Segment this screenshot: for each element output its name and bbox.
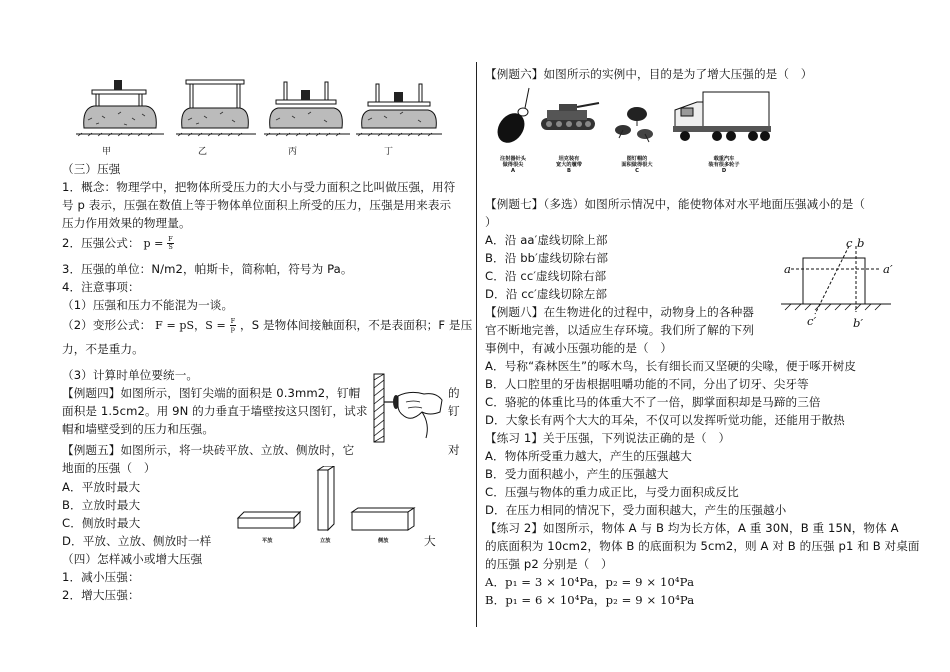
- note2-line2: 力，不是重力。: [62, 342, 144, 356]
- note2-numerator: F: [230, 317, 236, 325]
- ex7-option-b: B．沿 bb′虚线切除右部: [485, 251, 609, 265]
- ex8-option-a: A．号称“森林医生”的啄木鸟，长有细长而又坚硬的尖喙，便于啄开树皮: [485, 359, 857, 373]
- ex5-line2: 地面的压强（ ）: [62, 461, 156, 475]
- ex7-cut-figure: [781, 236, 893, 328]
- formula-line: [62, 236, 174, 251]
- pr2-line3: 的压强 p2 分别是（ ）: [485, 557, 613, 571]
- concept-line3: 压力作用效果的物理量。: [62, 216, 191, 230]
- ex6-caption-c: 图钉帽的 面积做得很大 C: [621, 156, 653, 174]
- ex5-option-d: D．平放、立放、侧放时一样: [62, 534, 212, 548]
- thumbtacks-picture: [615, 107, 653, 142]
- ex5-option-b: B．立放时最大: [62, 498, 141, 512]
- fig-label-bing: 丙: [288, 147, 298, 157]
- ex7-label-a: a: [784, 262, 792, 276]
- sponge-yi: [176, 80, 256, 136]
- ex5-line1-tail: 对: [448, 443, 460, 457]
- ex7-line2: ）: [485, 215, 497, 229]
- sponge-experiment-figure: [72, 70, 462, 140]
- ex6-figure: [485, 86, 775, 154]
- pr2-line1: 【练习 2】如图所示，物体 A 与 B 均为长方体，A 重 30N，B 重 15N，物体 A: [485, 521, 899, 535]
- sponge-ding: [356, 84, 442, 136]
- ex8-option-d: D．大象长有两个大大的耳朵，不仅可以发挥听觉功能，还能用于散热: [485, 413, 845, 427]
- pr2-option-b: B．p₁ = 6 × 10⁴Pa，p₂ = 9 × 10⁴Pa: [485, 593, 695, 607]
- ex5-option-d-tail: 大: [424, 534, 436, 548]
- ex6-caption-d: 载重汽车 装有很多轮子 D: [708, 156, 740, 174]
- ex7-option-d: D．沿 cc′虚线切除左部: [485, 287, 608, 301]
- formula-lhs: p =: [143, 237, 164, 250]
- section3-title: （三）压强: [62, 162, 121, 176]
- note2-fraction: [230, 318, 237, 333]
- fig-label-ding: 丁: [384, 147, 394, 157]
- note2-suffix: ，S 是物体间接触面积，不是表面积；F 是压: [240, 318, 473, 332]
- ex6-caption-b: 坦克装有 宽大的履带 B: [556, 156, 582, 174]
- formula-label: 2．压强公式：: [62, 236, 140, 250]
- brick-upright: [318, 466, 334, 530]
- ex7-label-b: b: [857, 236, 865, 250]
- ex4-line1-tail: 的: [448, 386, 460, 400]
- sponge-bing: [264, 82, 350, 136]
- ex7-label-a-prime: a′: [883, 262, 893, 276]
- section4-title: （四）怎样减小或增大压强: [62, 552, 203, 566]
- ex4-line3: 帽和墙壁受到的压力和压强。: [62, 422, 215, 436]
- note3: （3）计算时单位要统一。: [62, 368, 199, 382]
- ex7-option-a: A．沿 aa′虚线切除上部: [485, 233, 608, 247]
- ex7-label-c-prime: c′: [807, 314, 817, 328]
- note2-formula: F = pS，S =: [155, 319, 226, 332]
- ex5-line1: 【例题五】如图所示，将一块砖平放、立放、侧放时，它: [62, 443, 355, 457]
- ex7-label-b-prime: b′: [853, 316, 864, 330]
- concept-line2: 号 p 表示，压强在数值上等于物体单位面积上所受的压力，压强是用来表示: [62, 198, 452, 212]
- brick-label-upright: 立放: [320, 538, 331, 544]
- pr1-option-c: C．压强与物体的重力成正比，与受力面积成反比: [485, 485, 739, 499]
- brick-side: [352, 508, 414, 530]
- unit-line: 3．压强的单位：N/m2，帕斯卡，简称帕，符号为 Pa。: [62, 262, 353, 276]
- ex4-line2: 面积是 1.5cm2。用 9N 的力垂直于墙壁按这只图钉，试求: [62, 404, 368, 418]
- brick-label-flat: 平放: [262, 538, 273, 544]
- ex5-option-a: A．平放时最大: [62, 480, 141, 494]
- notes-title: 4．注意事项：: [62, 280, 140, 294]
- ex8-option-c: C．骆驼的体重比马的体重大不了一倍，脚掌面积却是马蹄的三倍: [485, 395, 821, 409]
- syringe-needle-picture: [492, 88, 530, 148]
- pr1-option-d: D．在压力相同的情况下，受力面积越大，产生的压强越小: [485, 503, 787, 517]
- ex7-line1: 【例题七】（多选）如图所示情况中，能使物体对水平地面压强减小的是（: [485, 197, 866, 211]
- note2-denominator: p: [230, 325, 236, 333]
- ex8-line1: 【例题八】在生物进化的过程中，动物身上的各种器: [485, 305, 754, 319]
- pr1-title: 【练习 1】关于压强，下列说法正确的是（ ）: [485, 431, 731, 445]
- formula-numerator: F: [168, 235, 173, 243]
- column-divider: [476, 62, 477, 627]
- note1: （1）压强和压力不能混为一谈。: [62, 298, 234, 312]
- formula-denominator: S: [168, 243, 173, 251]
- fig-label-jia: 甲: [102, 147, 112, 157]
- thumbtack-wall-figure: [370, 372, 446, 444]
- brick-flat: [238, 512, 300, 528]
- note2-prefix: （2）变形公式：: [62, 318, 152, 332]
- ex6-title: 【例题六】如图所示的实例中，目的是为了增大压强的是（ ）: [485, 67, 813, 81]
- brick-placement-figure: [234, 466, 434, 538]
- ex7-label-c: c: [846, 236, 853, 250]
- pr1-option-b: B．受力面积越小，产生的压强越大: [485, 467, 669, 481]
- note2-line: [62, 318, 472, 333]
- ex7-option-c: C．沿 cc′虚线切除右部: [485, 269, 607, 283]
- fig-label-yi: 乙: [198, 147, 208, 157]
- reduce-pressure: 1．减小压强：: [62, 570, 140, 584]
- ex4-line2-tail: 钉: [448, 404, 460, 418]
- concept-line1: 1．概念：物理学中，把物体所受压力的大小与受力面积之比叫做压强，用符: [62, 180, 456, 194]
- truck-picture: [673, 92, 771, 141]
- pr2-option-a: A．p₁ = 3 × 10⁴Pa，p₂ = 9 × 10⁴Pa: [485, 575, 695, 589]
- formula-fraction: [167, 236, 174, 251]
- ex8-option-b: B．人口腔里的牙齿根据咀嚼功能的不同，分出了切牙、尖牙等: [485, 377, 809, 391]
- ex4-line1: 【例题四】如图所示，图钉尖端的面积是 0.3mm2，钉帽: [62, 386, 361, 400]
- sponge-jia: [76, 80, 164, 136]
- brick-label-side: 侧放: [378, 538, 389, 544]
- ex8-line3: 事例中，有减小压强功能的是（ ）: [485, 341, 673, 355]
- tank-picture: [541, 103, 599, 130]
- ex8-line2: 官不断地完善，以适应生存环境。我们所了解的下列: [485, 323, 754, 337]
- pr1-option-a: A．物体所受重力越大，产生的压强越大: [485, 449, 692, 463]
- increase-pressure: 2．增大压强：: [62, 588, 140, 602]
- pr2-line2: 的底面积为 10cm2，物体 B 的底面积为 5cm2，则 A 对 B 的压强 p1 和 B 对桌面: [485, 539, 920, 553]
- ex5-option-c: C．侧放时最大: [62, 516, 141, 530]
- ex6-caption-a: 注射器针头 做得很尖 A: [500, 156, 526, 174]
